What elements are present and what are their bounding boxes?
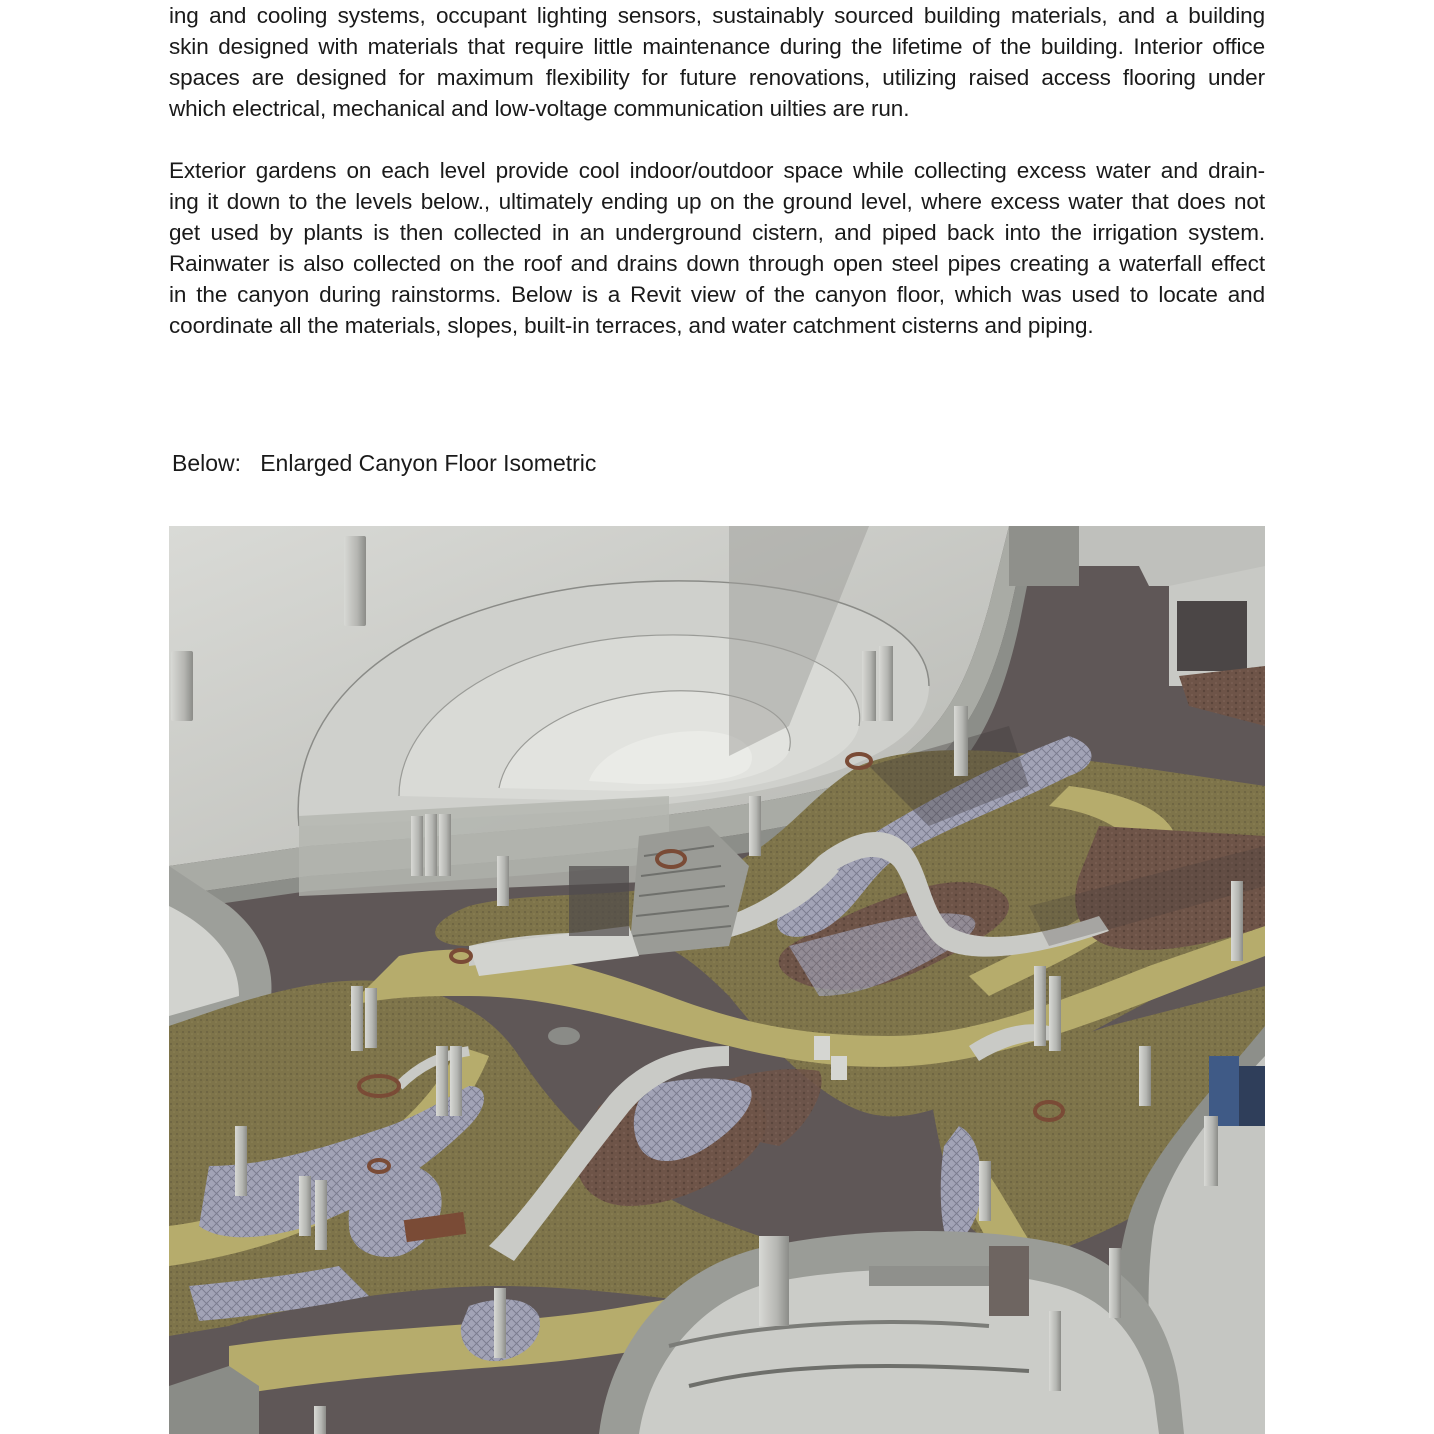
text-line: spaces are designed for maximum flexibility for future renovations, utilizing raised access flooring under [169,65,1265,90]
body-paragraph-1 [169,0,1265,124]
text-line: which electrical, mechanical and low-voltage communication uilties are run. [169,96,910,121]
text-line: get used by plants is then collected in an underground cistern, and piped back into the irrigation system. [169,220,1265,245]
text-line: ing it down to the levels below., ultimately ending up on the ground level, where excess water that does not [169,189,1265,214]
text-line: Exterior gardens on each level provide cool indoor/outdoor space while collecting excess water and drain- [169,158,1265,183]
text-line: in the canyon during rainstorms. Below is a Revit view of the canyon floor, which was used to locate and [169,282,1265,307]
body-paragraph-2 [169,155,1265,341]
canyon-floor-isometric-image [169,526,1265,1434]
text-line: Rainwater is also collected on the roof and drains down through open steel pipes creating a waterfall effect [169,251,1265,276]
figure-caption: Below: Enlarged Canyon Floor Isometric [172,450,597,476]
text-line: skin designed with materials that require little maintenance during the lifetime of the building. Interior office [169,34,1265,59]
text-line: ing and cooling systems, occupant lighting sensors, sustainably sourced building materials, and a building [169,3,1265,28]
text-line: coordinate all the materials, slopes, built-in terraces, and water catchment cisterns and piping. [169,313,1094,338]
